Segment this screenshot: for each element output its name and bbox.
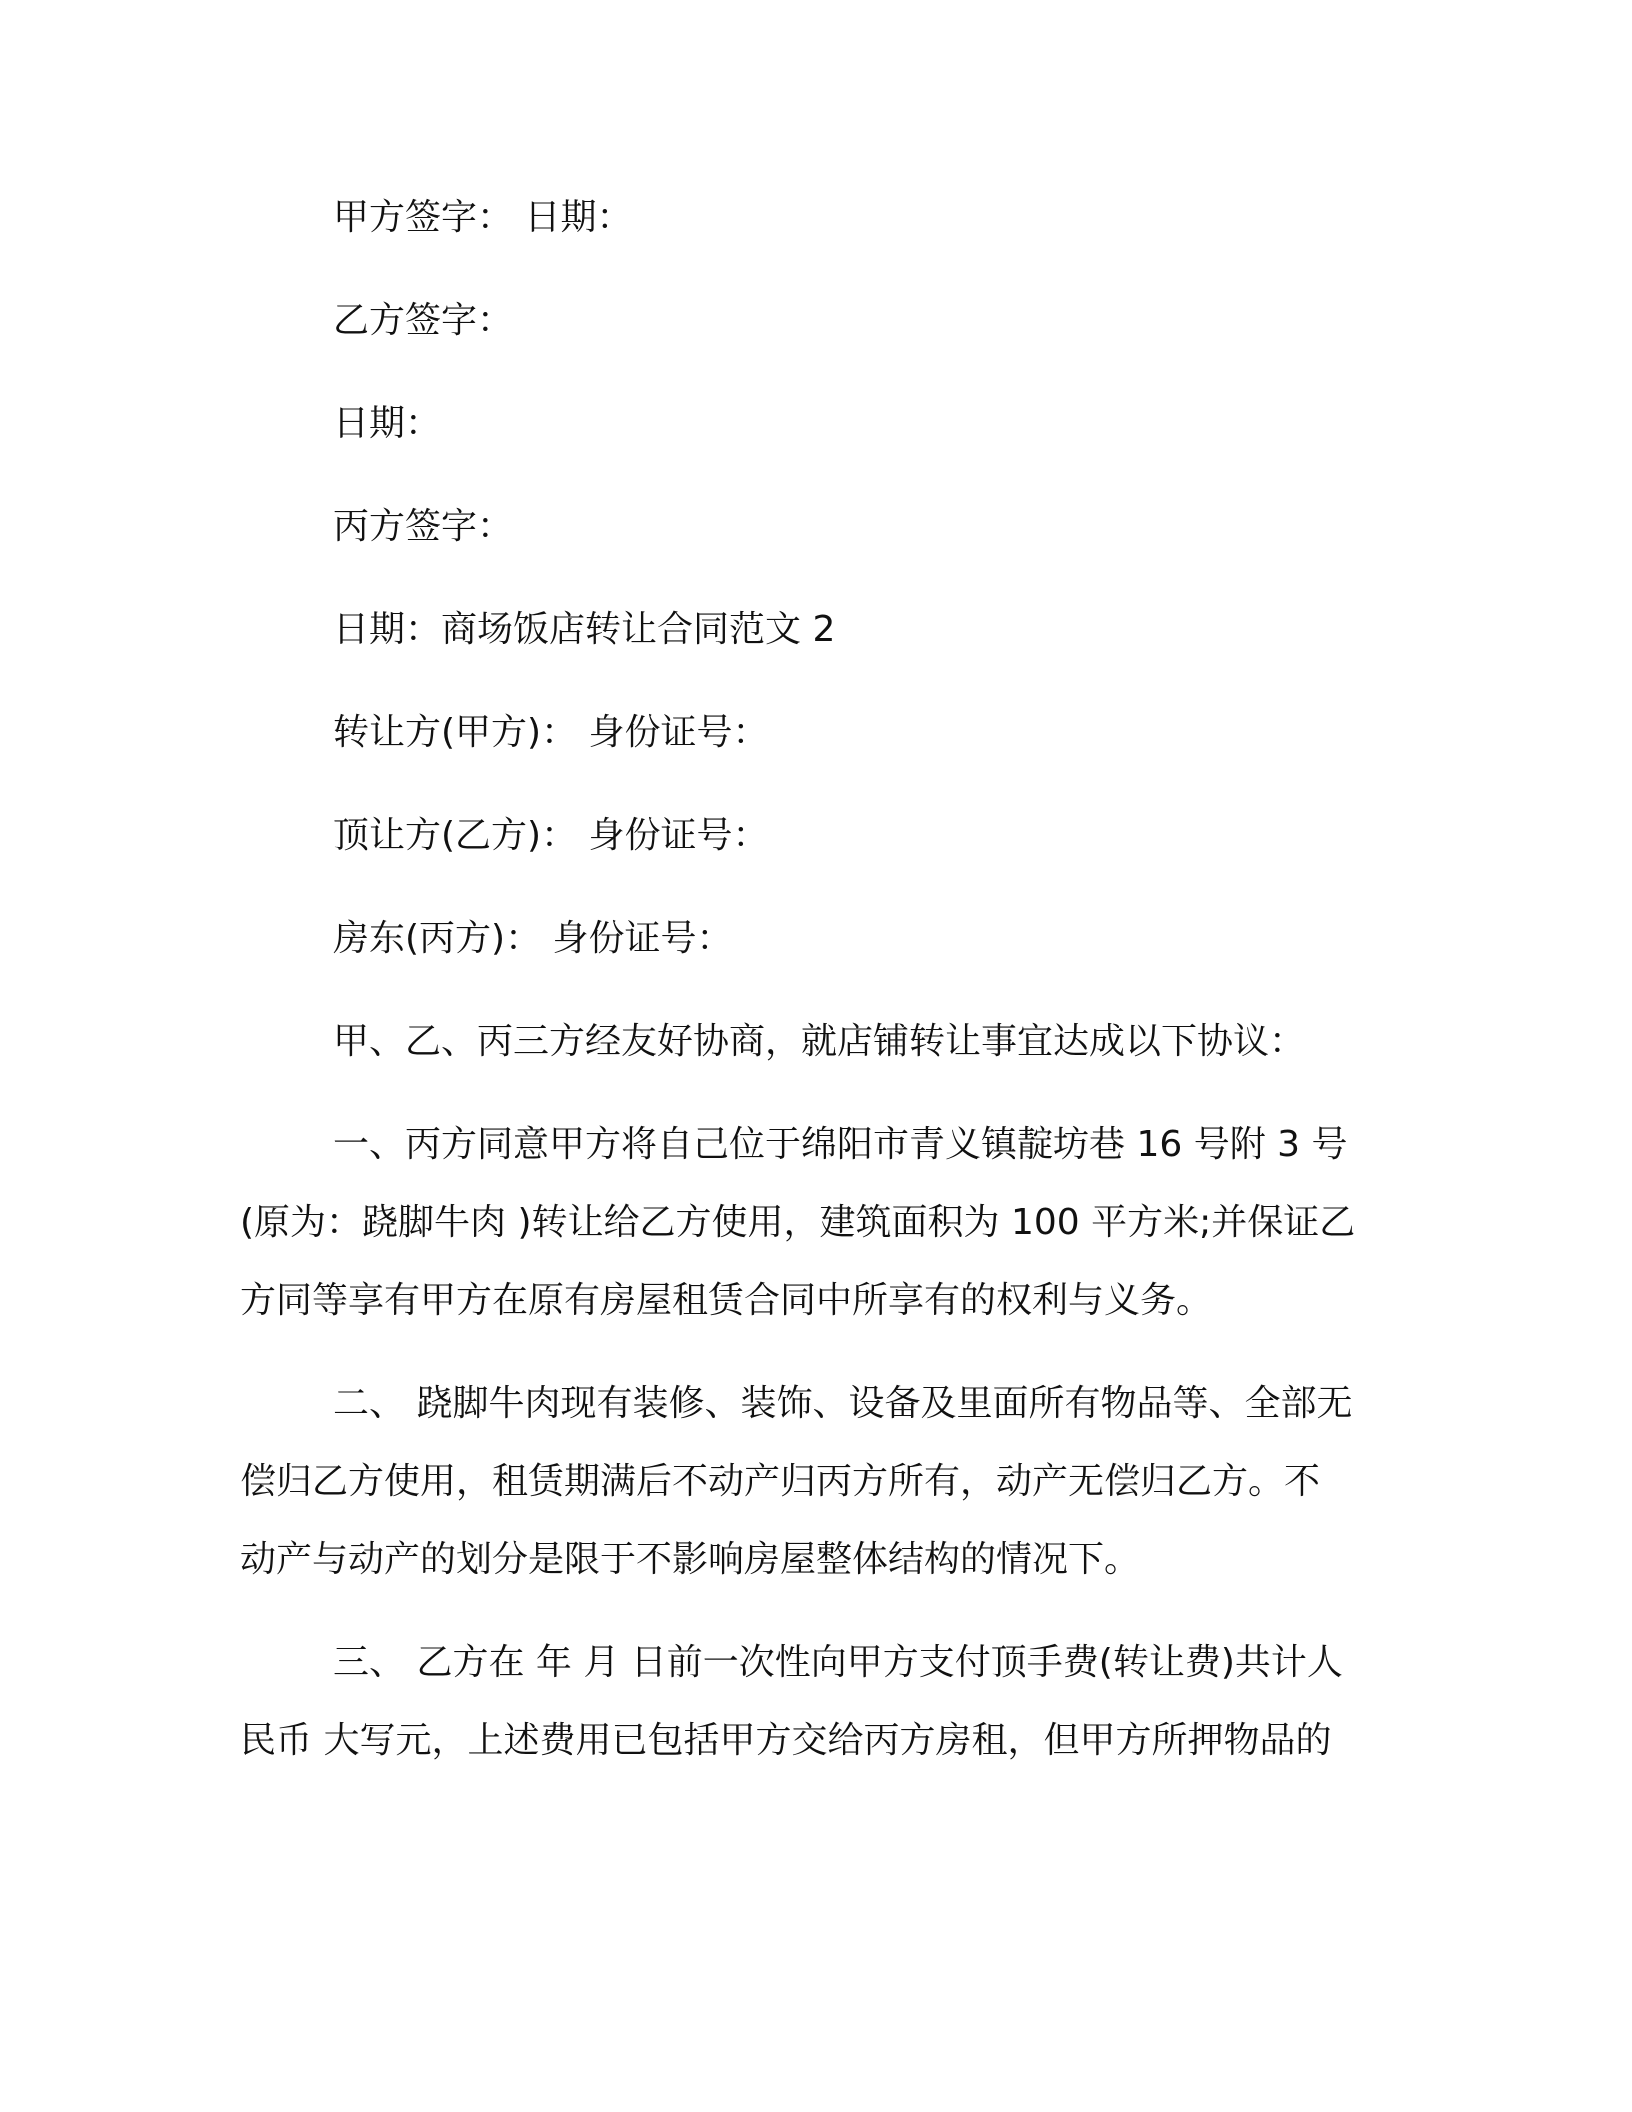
party-c-signature: 丙方签字： <box>333 506 514 547</box>
clause-1-line-3: 方同等享有甲方在原有房屋租赁合同中所享有的权利与义务。 <box>240 1280 1213 1321</box>
date-and-title: 日期：商场饭店转让合同范文 2 <box>333 609 836 650</box>
party-b-signature: 乙方签字： <box>333 300 514 341</box>
date-label: 日期： <box>333 403 442 444</box>
clause-1-line-2: (原为：跷脚牛肉 )转让给乙方使用，建筑面积为 100 平方米;并保证乙 <box>240 1202 1356 1243</box>
clause-3-line-1: 三、 乙方在 年 月 日前一次性向甲方支付顶手费(转让费)共计人 <box>333 1642 1343 1683</box>
clause-2-line-1: 二、 跷脚牛肉现有装修、装饰、设备及里面所有物品等、全部无 <box>333 1383 1353 1424</box>
clause-3-line-2: 民币 大写元，上述费用已包括甲方交给丙方房租，但甲方所押物品的 <box>240 1720 1332 1761</box>
party-a-signature-date: 甲方签字： 日期： <box>333 197 633 238</box>
clause-2-line-2: 偿归乙方使用，租赁期满后不动产归丙方所有，动产无偿归乙方。不 <box>240 1461 1321 1502</box>
clause-1-line-1: 一、丙方同意甲方将自己位于绵阳市青义镇靛坊巷 16 号附 3 号 <box>333 1124 1348 1165</box>
transferor-line: 转让方(甲方)： 身份证号： <box>333 712 769 753</box>
transferee-line: 顶让方(乙方)： 身份证号： <box>333 815 769 856</box>
clause-2-line-3: 动产与动产的划分是限于不影响房屋整体结构的情况下。 <box>240 1539 1141 1580</box>
landlord-line: 房东(丙方)： 身份证号： <box>333 918 733 959</box>
agreement-intro: 甲、乙、丙三方经友好协商，就店铺转让事宜达成以下协议： <box>333 1021 1306 1062</box>
